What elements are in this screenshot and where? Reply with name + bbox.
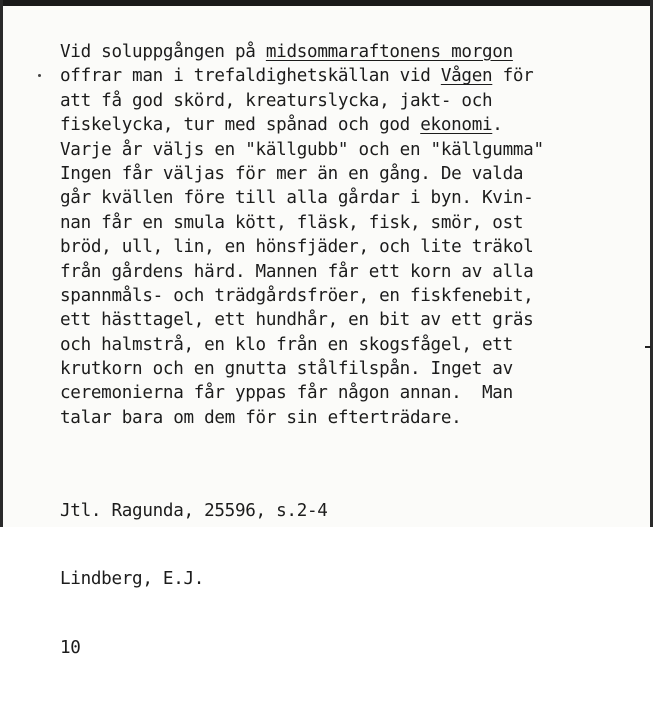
text-line xyxy=(60,138,650,162)
text-line xyxy=(60,260,650,284)
text-line xyxy=(60,162,650,186)
text-line xyxy=(60,186,650,210)
text-line-segment: fiskelycka, tur med spånad och god xyxy=(60,115,421,136)
text-line xyxy=(60,308,650,332)
text-line xyxy=(60,284,650,308)
text-line xyxy=(60,40,650,64)
source-reference: Jtl. Ragunda, 25596, s.2-4 xyxy=(60,501,328,521)
underlined-segment: Vågen xyxy=(440,66,493,87)
card-top-edge xyxy=(0,0,653,6)
text-line xyxy=(60,357,650,381)
underlined-segment: ekonomi xyxy=(420,115,493,136)
text-line-segment: ceremonierna får yppas får någon annan. Man xyxy=(60,383,513,404)
text-line-segment: Ingen får väljas för mer än en gång. De valda xyxy=(60,163,524,184)
text-line-segment: . xyxy=(492,115,503,136)
text-line-segment: bröd, ull, lin, en hönsfjäder, och lite träkol xyxy=(60,237,534,258)
underlined-segment: midsommaraftonens morgon xyxy=(265,42,513,62)
text-line-segment: ett hästtagel, ett hundhår, en bit av ett gräs xyxy=(60,310,534,331)
text-line-segment: för xyxy=(492,66,534,87)
card-metadata xyxy=(60,456,328,705)
text-line-segment: nan får en smula kött, fläsk, fisk, smör, ost xyxy=(60,212,524,233)
card-body-text xyxy=(60,40,650,430)
text-line-segment: och halmstrå, en klo från en skogsfågel, ett xyxy=(60,334,513,355)
text-line-segment: Vid soluppgången på xyxy=(60,42,266,62)
text-line xyxy=(60,333,650,357)
text-line-segment: spannmåls- och trädgårdsfröer, en fiskfenebit, xyxy=(60,285,534,306)
card-left-edge xyxy=(0,0,3,527)
text-line xyxy=(60,406,650,430)
text-line xyxy=(60,113,650,137)
text-line xyxy=(60,211,650,235)
text-line-segment: att få god skörd, kreaturslycka, jakt- och xyxy=(60,90,493,111)
card-number: 10 xyxy=(60,637,81,658)
text-line xyxy=(60,64,650,88)
text-line xyxy=(60,381,650,405)
text-line-segment: talar bara om dem för sin efterträdare. xyxy=(60,407,462,428)
text-line xyxy=(60,235,650,259)
margin-dot-mark xyxy=(38,74,41,77)
recorder-name: Lindberg, E.J. xyxy=(60,569,205,590)
text-line-segment: Varje år väljs en "källgubb" och en "källgumma" xyxy=(60,139,544,160)
text-line-segment: offrar man i trefaldighetskällan vid xyxy=(60,66,441,87)
text-line-segment: krutkorn och en gnutta stålfilspån. Inget av xyxy=(60,359,513,380)
text-line xyxy=(60,89,650,113)
text-line-segment: från gårdens härd. Mannen får ett korn av alla xyxy=(60,261,534,282)
text-line-segment: går kvällen före till alla gårdar i byn. Kvin- xyxy=(60,188,534,209)
